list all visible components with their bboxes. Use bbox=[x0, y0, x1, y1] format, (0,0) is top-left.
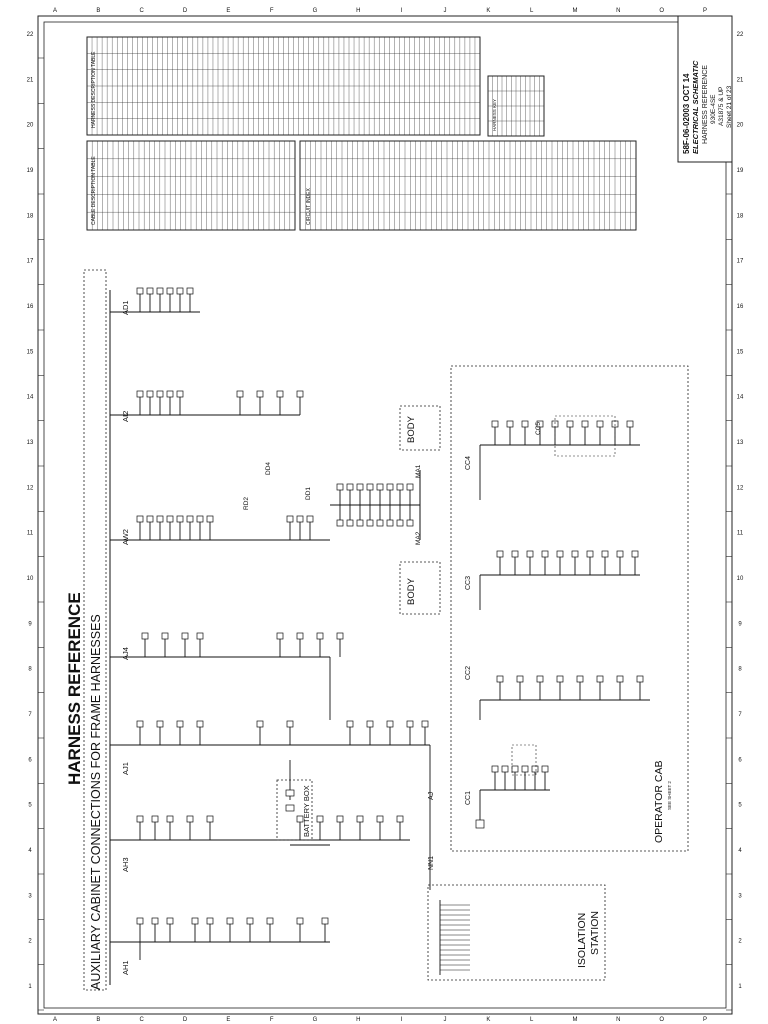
grid-row-label: N bbox=[616, 1017, 621, 1023]
grid-col-label: 6 bbox=[28, 757, 32, 764]
battery-box-label: BATTERY BOX bbox=[302, 785, 311, 837]
harness-label-rd2: RD2 bbox=[243, 496, 250, 510]
harness-label-ai2: AI2 bbox=[121, 410, 130, 422]
grid-col-label: 19 bbox=[26, 168, 34, 174]
circuit-index-table bbox=[300, 141, 636, 230]
harness-label-ah1: AH1 bbox=[121, 960, 130, 975]
isolation-station-group bbox=[428, 885, 605, 980]
harness-label-cc4: CC4 bbox=[465, 455, 472, 470]
grid-row-label: P bbox=[702, 8, 708, 14]
harness-label-cc5: CC5 bbox=[535, 421, 542, 435]
grid-col-label: 17 bbox=[736, 258, 744, 265]
harness-label-nn1: NN1 bbox=[428, 855, 435, 870]
grid-col-label: 8 bbox=[28, 666, 32, 673]
grid-row-label: H bbox=[356, 8, 361, 14]
grid-col-label: 16 bbox=[26, 304, 34, 310]
grid-col-label: 20 bbox=[26, 122, 34, 129]
grid-col-label: 13 bbox=[736, 440, 744, 446]
drawing-subtitle: HARNESS REFERENCE bbox=[702, 65, 709, 144]
grid-col-labels-right bbox=[726, 32, 744, 1010]
grid-row-label: N bbox=[616, 8, 621, 14]
model-number: 930E-4SE bbox=[710, 94, 717, 124]
sheet-number: Sheet 21 of 23 bbox=[726, 85, 733, 128]
grid-col-label: 16 bbox=[736, 304, 744, 310]
grid-col-label: 10 bbox=[736, 576, 744, 582]
harness-label-ma1: MA1 bbox=[415, 464, 422, 478]
grid-row-label: P bbox=[702, 1017, 708, 1023]
body-label-upper: BODY bbox=[406, 416, 417, 443]
grid-col-label: 15 bbox=[736, 349, 744, 356]
harness-label-aw2: AW2 bbox=[121, 529, 130, 545]
grid-row-label: F bbox=[269, 8, 274, 14]
wiring-diagram bbox=[110, 288, 650, 985]
drawing-title: ELECTRICAL SCHEMATIC bbox=[691, 60, 700, 154]
battery-box-group bbox=[277, 780, 312, 840]
grid-row-label: I bbox=[400, 1017, 403, 1023]
operator-cab-label: OPERATOR CAB bbox=[653, 760, 665, 843]
harness-label-aj4: AJ4 bbox=[121, 647, 130, 660]
grid-row-label: K bbox=[486, 8, 491, 14]
grid-col-label: 5 bbox=[738, 802, 742, 809]
grid-row-label: L bbox=[529, 8, 534, 14]
grid-col-label: 22 bbox=[736, 32, 744, 38]
operator-cab-see-sheet: SEE SHEET 2 bbox=[667, 781, 672, 810]
isolation-station-label-line1: ISOLATION bbox=[576, 912, 588, 968]
grid-col-label: 15 bbox=[26, 349, 34, 356]
grid-col-label: 8 bbox=[738, 666, 742, 673]
grid-col-label: 9 bbox=[738, 621, 742, 628]
grid-row-label: G bbox=[312, 8, 318, 14]
grid-row-labels-bottom bbox=[53, 1017, 707, 1023]
main-title: HARNESS REFERENCE bbox=[65, 592, 84, 785]
harness-key-title: HARNESS KEY bbox=[492, 98, 497, 131]
grid-col-label: 6 bbox=[738, 757, 742, 764]
grid-col-label: 7 bbox=[28, 712, 32, 718]
main-subtitle: AUXILIARY CABINET CONNECTIONS FOR FRAME HARNESSES bbox=[89, 614, 103, 990]
grid-col-label: 13 bbox=[26, 440, 34, 446]
grid-col-label: 9 bbox=[28, 621, 32, 628]
grid-row-label: L bbox=[529, 1017, 534, 1023]
operator-cab-group bbox=[451, 366, 688, 851]
harness-label-cc1: CC1 bbox=[465, 790, 472, 805]
cable-description-table bbox=[87, 141, 295, 230]
harness-label-ad1: AD1 bbox=[121, 300, 130, 315]
grid-row-label: J bbox=[443, 8, 447, 14]
wire-labels bbox=[139, 267, 640, 970]
grid-col-label: 3 bbox=[28, 893, 32, 900]
grid-row-label: F bbox=[269, 1017, 274, 1023]
grid-col-label: 20 bbox=[736, 122, 744, 129]
grid-col-label: 4 bbox=[28, 848, 32, 854]
grid-row-label: A bbox=[52, 1017, 58, 1023]
grid-row-label: C bbox=[139, 1017, 144, 1023]
harness-label-aj-cab: AJ bbox=[428, 791, 435, 800]
grid-col-labels-left bbox=[27, 32, 44, 1010]
title-block bbox=[678, 16, 733, 162]
grid-col-label: 21 bbox=[736, 77, 744, 84]
grid-col-label: 3 bbox=[738, 893, 742, 900]
grid-row-label: C bbox=[139, 8, 144, 14]
harness-key-table bbox=[488, 76, 544, 136]
grid-row-label: E bbox=[226, 8, 231, 14]
isolation-station-label-line2: STATION bbox=[589, 911, 601, 955]
harness-label-dd1: DD1 bbox=[305, 486, 312, 500]
harness-label-aj1: AJ1 bbox=[121, 762, 130, 775]
harness-description-table-title: HARNESS DESCRIPTION TABLE bbox=[91, 51, 97, 128]
harness-label-ma2: MA2 bbox=[415, 531, 422, 545]
grid-col-label: 19 bbox=[736, 168, 744, 174]
grid-col-label: 1 bbox=[738, 984, 742, 990]
grid-col-label: 18 bbox=[736, 213, 744, 220]
body-group-upper bbox=[400, 406, 440, 450]
grid-col-label: 4 bbox=[738, 848, 742, 854]
grid-col-label: 2 bbox=[738, 938, 742, 945]
grid-row-label: M bbox=[572, 8, 578, 14]
harness-label-dd4: DD4 bbox=[265, 461, 272, 475]
grid-col-label: 22 bbox=[26, 32, 34, 38]
circuit-index-title: CIRCUIT INDEX bbox=[306, 188, 312, 225]
grid-row-label: O bbox=[659, 8, 665, 14]
grid-col-label: 7 bbox=[738, 712, 742, 718]
grid-row-label: B bbox=[96, 1017, 101, 1023]
grid-row-label: J bbox=[443, 1017, 447, 1023]
harness-label-cc2: CC2 bbox=[465, 665, 472, 680]
cable-description-table-title: CABLE DESCRIPTION TABLE bbox=[91, 156, 97, 225]
grid-row-label: H bbox=[356, 1017, 361, 1023]
grid-row-label: D bbox=[182, 8, 188, 14]
grid-col-label: 12 bbox=[736, 485, 744, 492]
grid-row-labels-top bbox=[53, 8, 707, 14]
grid-row-label: D bbox=[182, 1017, 188, 1023]
grid-col-label: 1 bbox=[28, 984, 32, 990]
grid-col-label: 12 bbox=[26, 485, 34, 492]
grid-col-label: 14 bbox=[736, 394, 744, 401]
grid-row-label: O bbox=[659, 1017, 665, 1023]
grid-col-label: 18 bbox=[26, 213, 34, 220]
grid-row-label: B bbox=[96, 8, 101, 14]
body-group-lower bbox=[400, 562, 440, 614]
grid-col-label: 11 bbox=[26, 530, 34, 537]
grid-col-label: 2 bbox=[28, 938, 32, 945]
grid-row-label: G bbox=[312, 1017, 318, 1023]
drawing-number: 58F-06-02003 OCT 14 bbox=[682, 73, 691, 154]
serial-range: A31875 & UP bbox=[718, 86, 725, 126]
grid-row-label: E bbox=[226, 1017, 231, 1023]
grid-col-label: 17 bbox=[26, 258, 34, 265]
grid-row-label: I bbox=[400, 8, 403, 14]
harness-label-cc3: CC3 bbox=[465, 575, 472, 590]
harness-description-table bbox=[87, 37, 480, 135]
grid-row-label: M bbox=[572, 1017, 578, 1023]
grid-col-label: 5 bbox=[28, 802, 32, 809]
harness-label-ah3: AH3 bbox=[121, 857, 130, 872]
grid-row-label: K bbox=[486, 1017, 491, 1023]
body-label-lower: BODY bbox=[406, 578, 417, 605]
grid-col-label: 10 bbox=[26, 576, 34, 582]
grid-row-label: A bbox=[52, 8, 58, 14]
grid-col-label: 14 bbox=[26, 394, 34, 401]
grid-col-label: 11 bbox=[736, 530, 744, 537]
grid-col-label: 21 bbox=[26, 77, 34, 84]
